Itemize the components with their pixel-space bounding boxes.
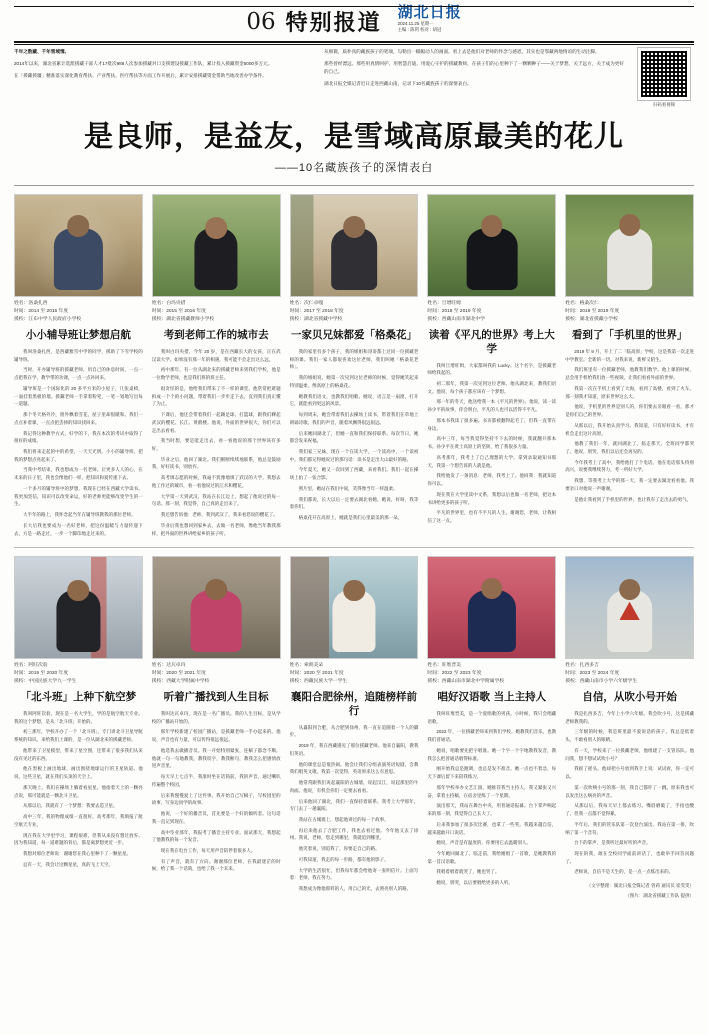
story-paragraph: 她教我们语文，也教我们唱歌。她说，语言是一扇窗，打开它，就能看到更远的风景。 [289, 393, 419, 407]
story-paragraph: 那个冬天格外冷，窗外飘着雪花，屋子里却很暖和。我们一点点补着课，一点点把丢掉的知识找回来。 [14, 412, 143, 425]
story-photo [290, 556, 419, 659]
story-meta [152, 300, 281, 323]
story-photo [565, 194, 694, 297]
story-paragraph: 后来他回了湖北，我们一直保持着联系。我考上大学那年，专门去了一趟襄阳。 [289, 798, 419, 812]
story-paragraph: 初中那年，有一位从湖北来的援藏老师来到我们学校，他是一位数学老师，也是我们班的班主任。 [151, 367, 281, 381]
story-cell [427, 194, 556, 540]
story-paragraph: 她说，别哭，以后要唱给更多的人听。 [436, 880, 513, 886]
story-paragraph: 那本书我读了很多遍。书页都被翻得起毛了，但我一直带在身边。 [427, 417, 557, 431]
story-photo [565, 556, 694, 659]
story-meta [152, 662, 281, 685]
meta-time: 时间：2022 至 2023 年度 [427, 671, 482, 676]
story-meta [427, 300, 556, 323]
story-paragraph: 有一天，学校来了一位援藏老师，他组建了一支管乐队。他问我，想不想试试吹小号？ [565, 747, 694, 761]
meta-time: 时间：2017 至 2018 年度 [289, 308, 344, 314]
meta-time: 时间：2015 至 2016 年度 [151, 308, 206, 314]
page-title: 是良师，是益友，是雪域高原最美的花儿 [83, 119, 624, 153]
story-paragraph: 我是扎西多吉，今年上小学六年级。我会吹小号，这是援藏老师教我的。 [565, 710, 694, 724]
story-paragraph: 刚开始我总是跑调，也总是发不准音。她一点也不着急，每天下课后留下来陪我练习。 [427, 766, 557, 780]
story-paragraph: 初三那年，学校开办了一个「北斗班」，专门讲北斗卫星导航系统的知识。来给我们上课的，是一位从湖北来的援藏老师。 [14, 729, 143, 743]
story-paragraph: 她说，声音是有温度的，你要用它去温暖别人。 [436, 840, 531, 846]
meta-name: 姓名：达瓦卓玛 [151, 663, 186, 669]
story-cell [14, 556, 143, 899]
story-body [14, 348, 143, 540]
story-paragraph: 台下的掌声，是我听过最好听的声音。 [574, 840, 651, 846]
story-paragraph: 下课后，他还会带着我们一起踢足球、打篮球，跟我们聊起武汉的樱花、长江、黄鹤楼。他说，外面的世界很大，你们可以走出去看看。 [151, 412, 281, 433]
story-paragraph: 我想成为像他那样的人，用自己的光，去照亮别人的路。 [298, 886, 412, 892]
story-paragraph: 当时，开办辅导班的援藏老师，用自己的休息时间，一点一点把我在学、教学带的功课，一点一点补回来。 [14, 367, 143, 381]
story-paragraph: 高中三年，我的物理成绩一直很好。高考那年，我填报了航空航天专业。 [14, 814, 143, 827]
story-paragraph: 现在我在电台工作，每天用声音陪伴着很多人。 [160, 848, 256, 853]
story-paragraph: 他带来了卫星模型，带来了星空图，还带来了很多我们从来没有见过的东西。 [14, 747, 143, 761]
story-title: 「北斗班」上种下航空梦 [20, 691, 137, 704]
story-paragraph: 我记得这种教学方式，好学的下，我在本次的考试中取得了很好的成绩。 [14, 430, 143, 444]
story-paragraph: 那年学校举办文艺汇演，她推荐我当主持人。我又紧张又兴奋，拿着主持稿，在宿舍里练了一个星期。 [427, 784, 557, 798]
story-paragraph: 我第一次在手机上看到了大海，看到了高楼，看到了火车。那一刻我才知道，原来世界这么大。 [565, 385, 694, 399]
story-paragraph: 是他让我看到了手机里的世界，也让我有了走出去的勇气。 [574, 496, 692, 502]
story-paragraph: 那一年的冬天，他送给我一本《平凡的世界》。他说，读一读孙少平的故事，你会明白，平凡的人也可以活得不平凡。 [427, 399, 557, 413]
story-cell [427, 556, 556, 899]
meta-school: 援校：湖北省援藏小学校 [565, 316, 618, 322]
meta-school: 援校：西藏山南市湖北中学 [427, 316, 485, 322]
story-paragraph: 从那以后，我每天早上都去练习。嘴唇磨破了，手指也酸了，但我一点都不觉得累。 [565, 803, 694, 817]
story-paragraph: 他笑着说，别追我了，你要走自己的路。 [298, 846, 380, 852]
story-paragraph: 我叫洛桑扎西，是西藏雅雪中学的同学，援助了下雪学校的辅导班。 [14, 348, 143, 362]
story-cell [290, 556, 419, 899]
brand-date: 2024.11.25 星期一 [397, 20, 434, 26]
story-paragraph: 我想，等我考上大学的那一天，我一定要去湖北看看他。我要亲口对他说一声谢谢。 [565, 478, 694, 491]
story-paragraph: 我给他发了一条消息：老师，我考上了。他回我：我就知道你可以。 [427, 473, 557, 487]
story-grid-row-1 [0, 186, 708, 540]
meta-name: 姓名：白玛央措 [151, 301, 186, 307]
story-paragraph: 我站在古城墙上，想起他讲过的每一个故事。 [298, 816, 389, 822]
story-paragraph: 我们班里有一位援藏老师，他教我们数学。他上课的时候，总会用手机给我们放一些视频，让我们看看外面的世界。 [565, 367, 694, 381]
story-paragraph: 后来她回湖北了，但她一直和我们保持联系。每次节日，她都会发来祝福。 [289, 430, 419, 444]
meta-time: 时间：2014 至 2015 年度 [14, 308, 69, 314]
story-body [290, 724, 419, 896]
story-paragraph: 那年学校新建了校园广播站，是援藏老师一手办起来的。他说，声音也有力量，可以传得很远很远。 [151, 729, 281, 743]
story-paragraph: 今年夏天，她又一次回到了西藏，来看我们。我们一起在操场上拍了一张合影。 [289, 467, 419, 481]
story-paragraph: 当我中考结束，我也想成为一名老师。让更多人人的心，在未来的日子里，我也会像他们一样，把知识和爱传递下去。 [14, 467, 143, 481]
story-paragraph: 今年我考上了高中，我给他打了个电话。他在电话那头特别高兴，说要我继续努力，考一所好大学。 [565, 459, 694, 473]
intro-p5: 那些曾经漂远、那些用真情呵护、用智慧启迪、用爱心守护的援藏教师，在孩子们的心里种下了一颗颗种子——关于梦想，关于远方，关于成为更好的自己。 [324, 61, 624, 75]
story-paragraph: 大学第一天到武汉，我站在长江边上，想起了他说过的每一句话。那一刻，我觉得，自己真的走出来了。 [151, 493, 281, 507]
story-paragraph: 总有一天，我会让这颗星星，真的飞上天空。 [23, 861, 113, 867]
story-paragraph: 后来我参加了很多次比赛，也拿了一些奖。我越来越自信，越来越敢开口说话。 [427, 821, 557, 835]
story-paragraph: 再后来他去了合肥工作，我也去看过他。今年他又去了徐州。我说，老师，您走到哪里，我就追到哪里。 [289, 827, 419, 841]
story-paragraph: 我的姐姐说，她第一次见到这位老师的时候，觉得她笑起来特别温柔，像高原上的格桑花。 [289, 375, 419, 388]
story-paragraph: 照片里，她站在我们中间，笑得像当年一样温柔。 [298, 485, 398, 491]
story-paragraph: 从襄阳到合肥，从合肥到徐州，我一直在追随着一个人的脚步。 [289, 724, 419, 738]
story-paragraph: 现在的我，敢在全校同学面前讲话了，也敢举手回答问题了。 [565, 851, 694, 864]
meta-time: 时间：2019 至 2020 年度 [14, 671, 69, 676]
story-paragraph: 平凡的世界里，也有不平凡的人生。谢谢您，老师，让我相信了这一点。 [427, 510, 557, 524]
intro-p1: 千年之数藏、千年雪域情。 [14, 49, 70, 54]
story-body [427, 710, 556, 890]
story-paragraph: 今年她回湖北了。临走前，我给她唱了一首歌，是她教我的第一首汉语歌。 [427, 851, 557, 864]
story-paragraph: 大半年的路上，我怀念起当年在辅导班教我的那位老师。 [23, 512, 136, 518]
story-meta [14, 662, 143, 685]
meta-time: 时间：2023 至 2024 年度 [565, 671, 620, 676]
story-credit-1: （文字整理：湖北日报全媒记者 曾莉 通讯员 崔雯雯） [586, 883, 694, 889]
story-credit-2: （图片：湖北省援藏工作队 提供） [625, 893, 694, 899]
story-paragraph: 那天晚上，我们在操场上躺着看星星。他指着天上的一颗亮点说，那可能就是一颗北斗卫星。 [14, 784, 143, 798]
story-paragraph: 毕业之后，他回了湖北。我们断断续续地联系，他总是鼓励我，好好读书，别放弃。 [151, 456, 281, 470]
meta-school: 援校：江布中学人民政府小学校 [14, 316, 82, 322]
story-grid-row-2 [0, 548, 708, 899]
meta-name: 姓名：洛桑扎西 [14, 301, 48, 307]
story-paragraph: 可我知道，我走的每一步路，都有他的影子。 [298, 856, 389, 862]
story-photo [427, 556, 556, 659]
meta-time: 时间：2020 至 2021 年度 [289, 671, 344, 676]
story-paragraph: 现在我在大学里学习，课程很难，但我从来没有想过放弃。因为我知道，每一道难题的背后，都是离梦想更近一步。 [14, 832, 143, 846]
brand-editor: 主编 : 陈剑 校对 : 胡冠 [397, 27, 442, 33]
story-meta [565, 662, 694, 685]
story-paragraph: 我摇了摇头。他却把小号放到我手上说：试试看，你一定可以。 [565, 766, 694, 780]
intro-column-2 [324, 48, 624, 108]
story-paragraph: 半年后，我们的管乐队第一次登台演出。我站在第一排，吹响了第一个音符。 [565, 821, 694, 835]
story-paragraph: 她说，唱歌要先把字唱准。她一个字一个字地教我发音，教我怎么把普通话唱得标准。 [427, 747, 557, 761]
meta-time: 时间：2018 至 2019 年度 [427, 308, 482, 314]
story-meta [290, 300, 419, 323]
meta-name: 姓名：次仁卓嘎 [289, 301, 324, 307]
story-body [290, 348, 419, 525]
story-paragraph: 2019 年 9 月，开上了二「临高原」学校，这是我第一次走进中学教室。全新的一切，对我来说，新鲜又陌生。 [565, 348, 694, 362]
story-photo [14, 556, 143, 659]
story-paragraph: 有了声音，就有了方向。谢谢那位老师，在我最迷茫的时候，给了我一个话筒，也给了我一个未来。 [151, 858, 281, 872]
story-photo [152, 194, 281, 297]
story-paragraph: 他说，手机里的世界是别人的，你们要去亲眼看一看，那才是你们自己的世界。 [565, 404, 694, 418]
masthead [0, 0, 708, 38]
story-title: 自信，从吹小号开始 [582, 691, 677, 704]
story-body [427, 362, 556, 528]
story-paragraph: 我叫旦增旺姆，大家都叫我的 Lucky。这个名字，是援藏老师给我起的。 [427, 362, 557, 376]
masthead-top-rule [14, 6, 694, 7]
intro-p6: 湖北日报全媒记者近日走进西藏山南，记录下10名藏族孩子的深情表白。 [324, 81, 472, 87]
story-paragraph: 2019 年，我在西藏遇见了那位援藏老师。他来自襄阳，教我们英语。 [289, 743, 419, 756]
story-photo [427, 194, 556, 297]
section-title: 特别报道 [285, 10, 382, 36]
qr-block [634, 48, 694, 108]
story-body [152, 348, 281, 540]
story-paragraph: 我的家里有多个孩子，我的姐姐和哥哥都上过同一位援藏老师的课。我们一家人都很喜欢这位老师，我们叫她「格桑花老师」。 [289, 348, 419, 370]
intro-p4: 从细微、质朴真的藏族孩子的笔端，勾勒出一幅幅动人的画面。看上去是他们对老师的怀念与感恩，其实也是鄂藏两地情谊的生动注脚。 [324, 49, 600, 54]
story-cell [152, 194, 281, 540]
brand-name: 湖北日报 [397, 3, 462, 22]
story-paragraph: 第一次吹响小号的那一刻，我自己都吓了一跳。原来我也可以发出这么响亮的声音。 [565, 784, 694, 798]
meta-time: 时间：2020 至 2021 年度 [151, 671, 206, 676]
story-cell [14, 194, 143, 540]
story-paragraph: 很奇怪的是，他给我们带来了不一样的课堂。他常常把难题拆成一个个的小问题，带着我们一步步走下去，直到我们真正懂了为止。 [151, 385, 281, 407]
story-title: 看到了「手机里的世界」 [571, 329, 688, 342]
masthead-rule-2 [14, 44, 694, 45]
story-paragraph: 高考那年，我考上了自己理想的大学。拿到录取通知书那天，我第一个想告诉的人就是他。 [427, 454, 557, 468]
story-paragraph: 我们家三兄妹，现在一个在读大学，一个读高中，一个读初中。我们都记得她说过的那句话：读书是走出大山最好的路。 [289, 448, 419, 462]
qr-caption: 扫码看视频 [653, 102, 675, 107]
story-photo [14, 194, 143, 297]
story-paragraph: 我们将来走起的中的希望，一天天光明。小小的辅导班，把我的梦想点亮起来了。 [14, 448, 143, 462]
story-body [152, 710, 281, 876]
story-paragraph: 老师说，自信不是天生的，是一点一点练出来的。 [574, 869, 674, 875]
story-body [565, 710, 694, 879]
story-paragraph: 他教了我们一年，就回湖北了。临走那天，全班同学都哭了。他说，别哭，我们以后还会再见的。 [565, 441, 694, 454]
story-paragraph: 我唱着唱着就哭了，她也哭了。 [436, 869, 500, 875]
story-paragraph: 高中三年，每当我觉得坚持不下去的时候，我就翻开那本书。孙少平在黄土高原上的坚韧，给了我很多力量。 [427, 436, 557, 450]
story-title: 一家贝兄妹都爱「格桑花」 [290, 329, 417, 342]
story-paragraph: 从那以后，我就有了一个梦想：我要去造卫星。 [23, 803, 118, 809]
meta-school: 援校：中国民族大学九一学生 [14, 678, 77, 684]
page-number: 06 [246, 9, 276, 35]
masthead-rule-1 [14, 41, 694, 43]
story-paragraph: 他选我去做播音员。我一开始特别紧张，连稿子都念不顺。他就一句一句地教我，教我咬字，教我断句，教我怎么把感情放进声音里。 [151, 747, 281, 769]
story-paragraph: 每到周末，她会带着我们去操场上读书，带着我们在草地上朗诵诗歌。我们的声音，随着风飘得很远很远。 [289, 412, 419, 425]
meta-name: 姓名：索朗美朵 [289, 663, 324, 669]
meta-school: 援校：西藏山南市小学六年级学生 [565, 678, 638, 684]
intro-column-1 [14, 48, 314, 108]
story-paragraph: 他在黑板上画出地球，画出围绕地球运行的卫星轨道。他说，这些卫星，就在我们头顶的天空上。 [14, 766, 143, 780]
story-paragraph: 我当时想，要是能走出去，看一看他说的那个世界该有多好。 [151, 438, 281, 451]
meta-name: 姓名：阿旺次翁 [14, 663, 48, 669]
story-meta [565, 300, 694, 323]
story-paragraph: 一个多月的辅导班中的梦想，我现在已经在西藏大学读书。我更加坚信，知识可以改变命运，好的老师更能够改变学生的一生。 [14, 485, 143, 507]
story-cell [152, 556, 281, 899]
story-paragraph: 我叫白玛央措，今年 20 岁，是在西藏长大的女孩，正在武汉读大学。如果没有那一年的相遇，我可能不会走出这么远。 [151, 348, 281, 362]
story-title: 襄阳合肥徐州，追随榜样前行 [290, 691, 417, 717]
qr-code-icon[interactable] [638, 48, 690, 100]
story-paragraph: 我想对那位老师说：谢谢您在我心里种下了一颗星星。 [23, 851, 131, 856]
story-title: 读着《平凡的世界》考上大学 [428, 329, 555, 355]
story-paragraph: 从那以后，我开始认真学习。我知道，只有好好读书，才有机会走出这片高原。 [565, 422, 694, 436]
story-paragraph: 我们都说，长大以后一定要去湖北看她。她说，好呀，我等着你们。 [289, 496, 419, 510]
story-paragraph: 2022 年，一位援藏老师来到我们学校。她教我们音乐，也教我们普通话。 [427, 729, 557, 743]
meta-name: 姓名：旦增旺姆 [427, 301, 461, 307]
story-title: 唱好汉语歌 当上主持人 [437, 691, 547, 704]
story-paragraph: 高考填志愿的时候，我毫不犹豫地填了武汉的大学。我想去他工作过的城市，看一看他说过的江水和樱花。 [151, 475, 281, 488]
intro-p2: 2014年以来，湖北省累计选派援藏干部人才17批次988人次参加援藏对口支援建设援藏工作队，累计投入援藏资金5000多万元。 [14, 61, 273, 67]
story-paragraph: 毕业后我也想回到家乡去，去做一名老师，像他当年教我那样，把外面的世界讲给家乡的孩子听。 [151, 522, 281, 536]
story-body [565, 348, 694, 506]
story-paragraph: 演出那天，我站在舞台中央，用普通话报幕。台下掌声响起来的那一刻，我觉得自己长大了。 [427, 803, 557, 817]
story-paragraph: 辅导班是一个国际化的 20 多平方米的小屋子，几张桌椅，一面挂着黑板的墙。援藏老师一手拿着粉笔，一笔一划地写出每一道题。 [14, 385, 143, 407]
story-paragraph: 每天早上七点半，我准时坐在话筒前。我的声音，通过喇叭传遍整个校园。 [151, 774, 281, 787]
story-cell [565, 556, 694, 899]
story-paragraph: 现在我在大学里读中文系，我想以后也做一名老师，把这本书讲给更多的孩子听。 [427, 491, 557, 505]
meta-school: 援校：西藏民族大学一学生 [289, 678, 348, 684]
story-title: 考到老师工作的城市去 [163, 329, 269, 342]
story-paragraph: 高中毕业那年，我报考了播音主持专业。面试那天，我想起了他教我的每一个发音。 [151, 829, 281, 843]
meta-school: 援校：西藏大学附属中学校 [151, 678, 210, 684]
meta-time: 时间：2018 至 2019 年度 [565, 308, 620, 314]
meta-school: 援校：湖北省援藏中学校 [289, 316, 343, 322]
meta-name: 姓名：扎西多吉 [565, 663, 599, 669]
story-paragraph: 大学的生活很忙，但我每年都会给他寄一张明信片。上面写着：老师，我在努力。 [289, 867, 419, 881]
story-title: 听着广播找到人生目标 [163, 691, 269, 704]
story-paragraph: 我叫旺堆晋美，是一个爱唱歌的男孩。小时候，我只会唱藏语歌。 [427, 710, 557, 724]
story-paragraph: 三年级的时候，我是班里最不爱说话的孩子。我总是低着头，不敢看别人的眼睛。 [565, 729, 694, 743]
story-paragraph: 格桑花开在高原上，她就是我们心里最美的那一朵。 [298, 515, 403, 521]
brand-block [398, 4, 462, 34]
meta-school: 援校：湖北省援藏教师小学校 [151, 316, 215, 322]
story-photo [290, 194, 419, 297]
story-paragraph: 我还想告诉他：老师，我到武汉了，我来看您说的樱花了。 [160, 512, 278, 518]
story-meta [290, 662, 419, 685]
story-paragraph: 他的课堂总是很热闹。他会让我们分组表演英语短剧，会教我们唱英文歌。我第一次觉得，英语原来这么有意思。 [289, 761, 419, 775]
story-paragraph: 后来我慢慢爱上了这件事。我开始自己写稿子，写校园里的故事，写身边同学的故事。 [151, 792, 281, 806]
story-paragraph: 他常常跟我们说起襄阳的古城墙，说起汉江，说起那里的牛肉面。他说，有机会你们一定要去看看。 [289, 780, 419, 793]
story-paragraph: 初二那年，我第一次见到这位老师。他从湖北来，教我们语文。他说，每个孩子都应该有一个梦想。 [427, 381, 557, 394]
intro-p3: 在「援藏援疆」精准落实深化教育帮扶、产业帮扶、医疗帮扶等方面工作开展后，累计安排援藏资金帮助当地改善办学条件。 [14, 73, 267, 79]
story-cell [565, 194, 694, 540]
story-paragraph: 他说，一个好的播音员，首先要是一个好的倾听者。这句话我一直记到现在。 [151, 811, 281, 824]
meta-school: 援校：西藏山南市湖北中学附属学校 [427, 678, 505, 684]
story-photo [152, 556, 281, 659]
story-paragraph: 长大后我也要成为一名好老师，把这份温暖与力量传递下去，方是一路走过、一步一个脚印地走过来的。 [14, 522, 143, 536]
meta-name: 姓名：格桑次仁 [565, 301, 599, 307]
story-title: 小小辅导班让梦想启航 [25, 329, 131, 342]
story-paragraph: 我叫阿旺次翁，现在是一名大学生，学的是航空航天专业。我的这个梦想，是从「北斗班」开始的。 [14, 710, 143, 724]
story-meta [14, 300, 143, 323]
story-paragraph: 我叫达瓦卓玛，现在是一名广播员。我的人生目标，是从学校的广播站开始的。 [151, 710, 281, 724]
page-subtitle: ——10名藏族孩子的深情表白 [274, 162, 434, 175]
story-meta [427, 662, 556, 685]
meta-name: 姓名：旺堆晋美 [427, 663, 461, 669]
story-body [14, 710, 143, 871]
story-cell [290, 194, 419, 540]
headline-block [0, 112, 708, 177]
intro-band [0, 38, 708, 112]
